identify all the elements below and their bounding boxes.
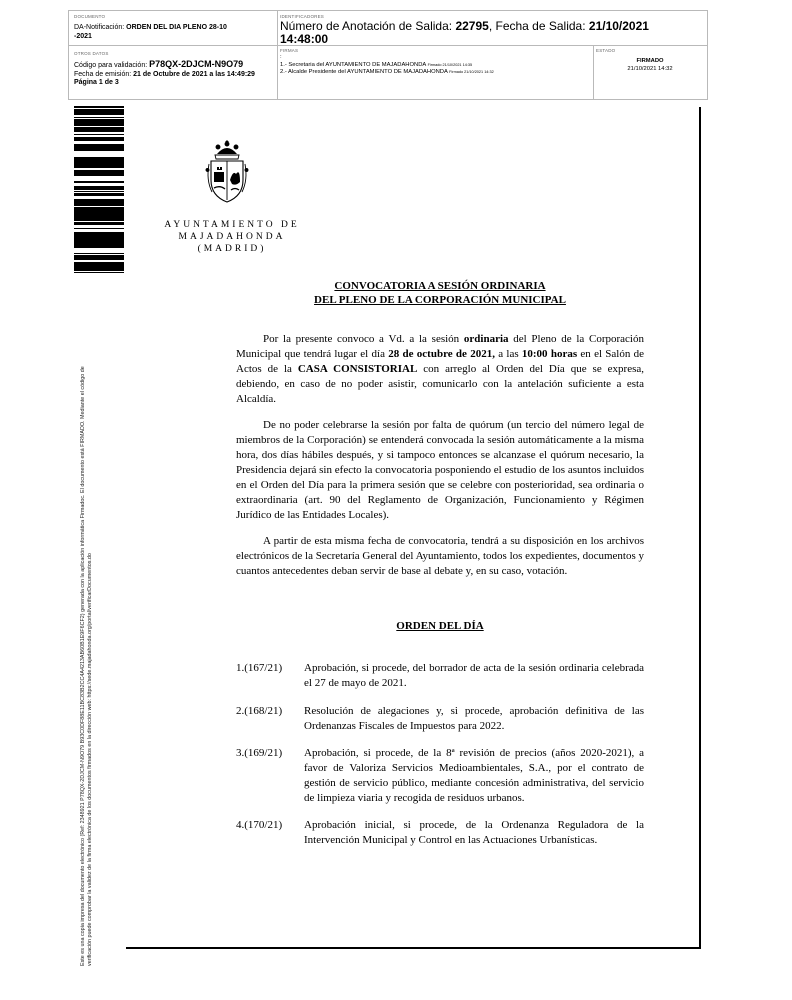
status-badge: FIRMADO xyxy=(636,58,664,64)
agenda-item-number: 2.(168/21) xyxy=(236,705,283,717)
firmas-caption: FIRMAS xyxy=(280,48,299,53)
document-metadata-header xyxy=(68,10,708,100)
otros-datos-caption: OTROS DATOS xyxy=(74,51,109,56)
documento-name-cont: -2021 xyxy=(74,32,92,40)
documento-caption: DOCUMENTO xyxy=(74,14,106,19)
agenda-item xyxy=(236,661,644,691)
anotacion-number: 22795 xyxy=(455,19,489,33)
agenda-item-number: 3.(169/21) xyxy=(236,747,283,759)
agenda-item xyxy=(236,704,644,734)
session-type: ordinaria xyxy=(463,333,509,345)
firma-2: 2.- Alcalde Presidente del AYUNTAMIENTO DE MAJADAHONDA Firmado 21/10/2021 14:32 xyxy=(280,69,494,75)
convocation-paragraph: Por la presente convoco a Vd. a la sesión ordinaria del Pleno de la Corporación Municipal que tendrá lugar el día 28 de octubre de 2021, a las 10:00 horas en el Salón de Actos de la CASA CONSISTORIAL con arreglo al Orden del Día que se expresa, debiendo, en caso de no poder asistir, comunicarlo con la antelación suficiente a esta Alcaldía. xyxy=(236,333,644,405)
documento-name: ORDEN DEL DIA PLENO 28-10 xyxy=(126,24,227,31)
salida-date: 21/10/2021 xyxy=(588,19,649,33)
identificadores-caption: IDENTIFICADORES xyxy=(280,14,325,19)
availability-paragraph: A partir de esta misma fecha de convocatoria, tendrá a su disposición en los archivos electrónicos de la Secretaría General del Ayuntamiento, todos los expedientes, documentos y cuantos antecedentes deban servir de base al debate y, en su caso, votación. xyxy=(236,535,644,577)
firma-1-date: Firmado 21/10/2021 14:35 xyxy=(427,62,473,67)
estado-date: 21/10/2021 14:32 xyxy=(627,65,673,72)
agenda-item-text: Resolución de alegaciones y, si procede, aprobación definitiva de las Ordenanzas Fiscales de Impuestos para 2022. xyxy=(304,705,644,732)
agenda-item-number: 4.(170/21) xyxy=(236,819,283,831)
header-divider xyxy=(593,45,594,99)
session-venue: CASA CONSISTORIAL xyxy=(297,363,418,375)
salida-time: 14:48:00 xyxy=(280,32,329,46)
header-divider xyxy=(69,45,277,46)
firma-2-date: Firmado 21/10/2021 14:32 xyxy=(449,70,494,74)
quorum-paragraph: De no poder celebrarse la sesión por falta de quórum (un tercio del número legal de miembros de la Corporación) se entenderá convocada la sesión automáticamente a la misma hora, dos días hábiles después, y si tampoco entonces se alcanzase el quórum necesario, la Presidencia dejará sin efecto la convocatoria posponiendo el estudio de los asuntos incluidos en el Orden del Día para la primera sesión que se celebre con posterioridad, sea ordinaria o extraordinaria (art. 90 del Reglamento de Organización, Funcionamiento y Régimen Jurídico de las Entidades Locales). xyxy=(236,419,644,521)
session-time: 10:00 horas xyxy=(521,348,578,360)
header-divider xyxy=(277,11,278,99)
verification-side-text: Este es una copia impresa del documento electrónico (Ref: 2348921 P78QX-2DJCM-N9O79 B93C0DF88E11BC83B2CC4A4213AB60B1E9F6CF2) generada con la aplicación informática Firmadoc. El documento está FIRMADO. Mediante el código de verificación puede comprobar la validez de la firma electrónica de los documentos firmados en la dirección web: https://sede.majadahonda.org/portal/verificarDocumentos.do xyxy=(80,366,93,966)
estado-cell xyxy=(596,48,704,73)
barcode-icon xyxy=(74,105,124,275)
firma-1: 1.- Secretaria del AYUNTAMIENTO DE MAJADAHONDA Firmado 21/10/2021 14:35 xyxy=(280,61,473,68)
otros-datos-cell: OTROS DATOS Código para validación: P78QX-2DJCM-N9O79 Fecha de emisión: 21 de Octubre de 2021 a las 14:49:29 Página 1 de 3 xyxy=(74,51,274,88)
issuer-name: AYUNTAMIENTO DE MAJADAHONDA (MADRID) xyxy=(164,220,300,254)
session-date: 28 de octubre de 2021, xyxy=(388,348,495,360)
emission-date: 21 de Octubre de 2021 a las 14:49:29 xyxy=(133,70,255,78)
agenda-item-text: Aprobación, si procede, de la 8ª revisión de precios (años 2020-2021), a favor de Valoriza Servicios Medioambientales, S.A., por el contrato de gestión de servicio público, mediante concesión administrativa, del servicio de limpieza viaria y recogida de residuos urbanos. xyxy=(304,747,644,804)
documento-cell xyxy=(74,14,274,41)
validation-code: P78QX-2DJCM-N9O79 xyxy=(149,59,244,69)
firmas-cell: FIRMAS : 1.- Secretaria del AYUNTAMIENTO DE MAJADAHONDA Firmado 21/10/2021 14:35 2.- Alcalde Presidente del AYUNTAMIENTO DE MAJADAHONDA Firmado 21/10/2021 14:32 xyxy=(280,48,590,77)
estado-caption: ESTADO xyxy=(596,48,616,53)
agenda-item xyxy=(236,818,644,848)
identificadores-cell xyxy=(280,14,700,46)
coat-of-arms-icon xyxy=(205,140,249,204)
salida-info: Número de Anotación de Salida: 22795, Fecha de Salida: 21/10/2021 14:48:00 xyxy=(280,19,649,46)
agenda-item xyxy=(236,746,644,806)
documento-value: DA-Notificación: ORDEN DEL DIA PLENO 28-10 -2021 xyxy=(74,24,227,40)
orden-del-dia-heading: ORDEN DEL DÍA xyxy=(396,620,484,632)
agenda-item-text: Aprobación inicial, si procede, de la Ordenanza Reguladora de la Intervención Municipal y Control en las Actuaciones Urbanísticas. xyxy=(304,819,644,846)
agenda-item-number: 1.(167/21) xyxy=(236,662,283,674)
document-title: CONVOCATORIA A SESIÓN ORDINARIA DEL PLENO DE LA CORPORACIÓN MUNICIPAL xyxy=(314,280,566,306)
page-count: Página 1 de 3 xyxy=(74,79,119,86)
agenda-item-text: Aprobación, si procede, del borrador de acta de la sesión ordinaria celebrada el 27 de mayo de 2021. xyxy=(304,662,644,689)
